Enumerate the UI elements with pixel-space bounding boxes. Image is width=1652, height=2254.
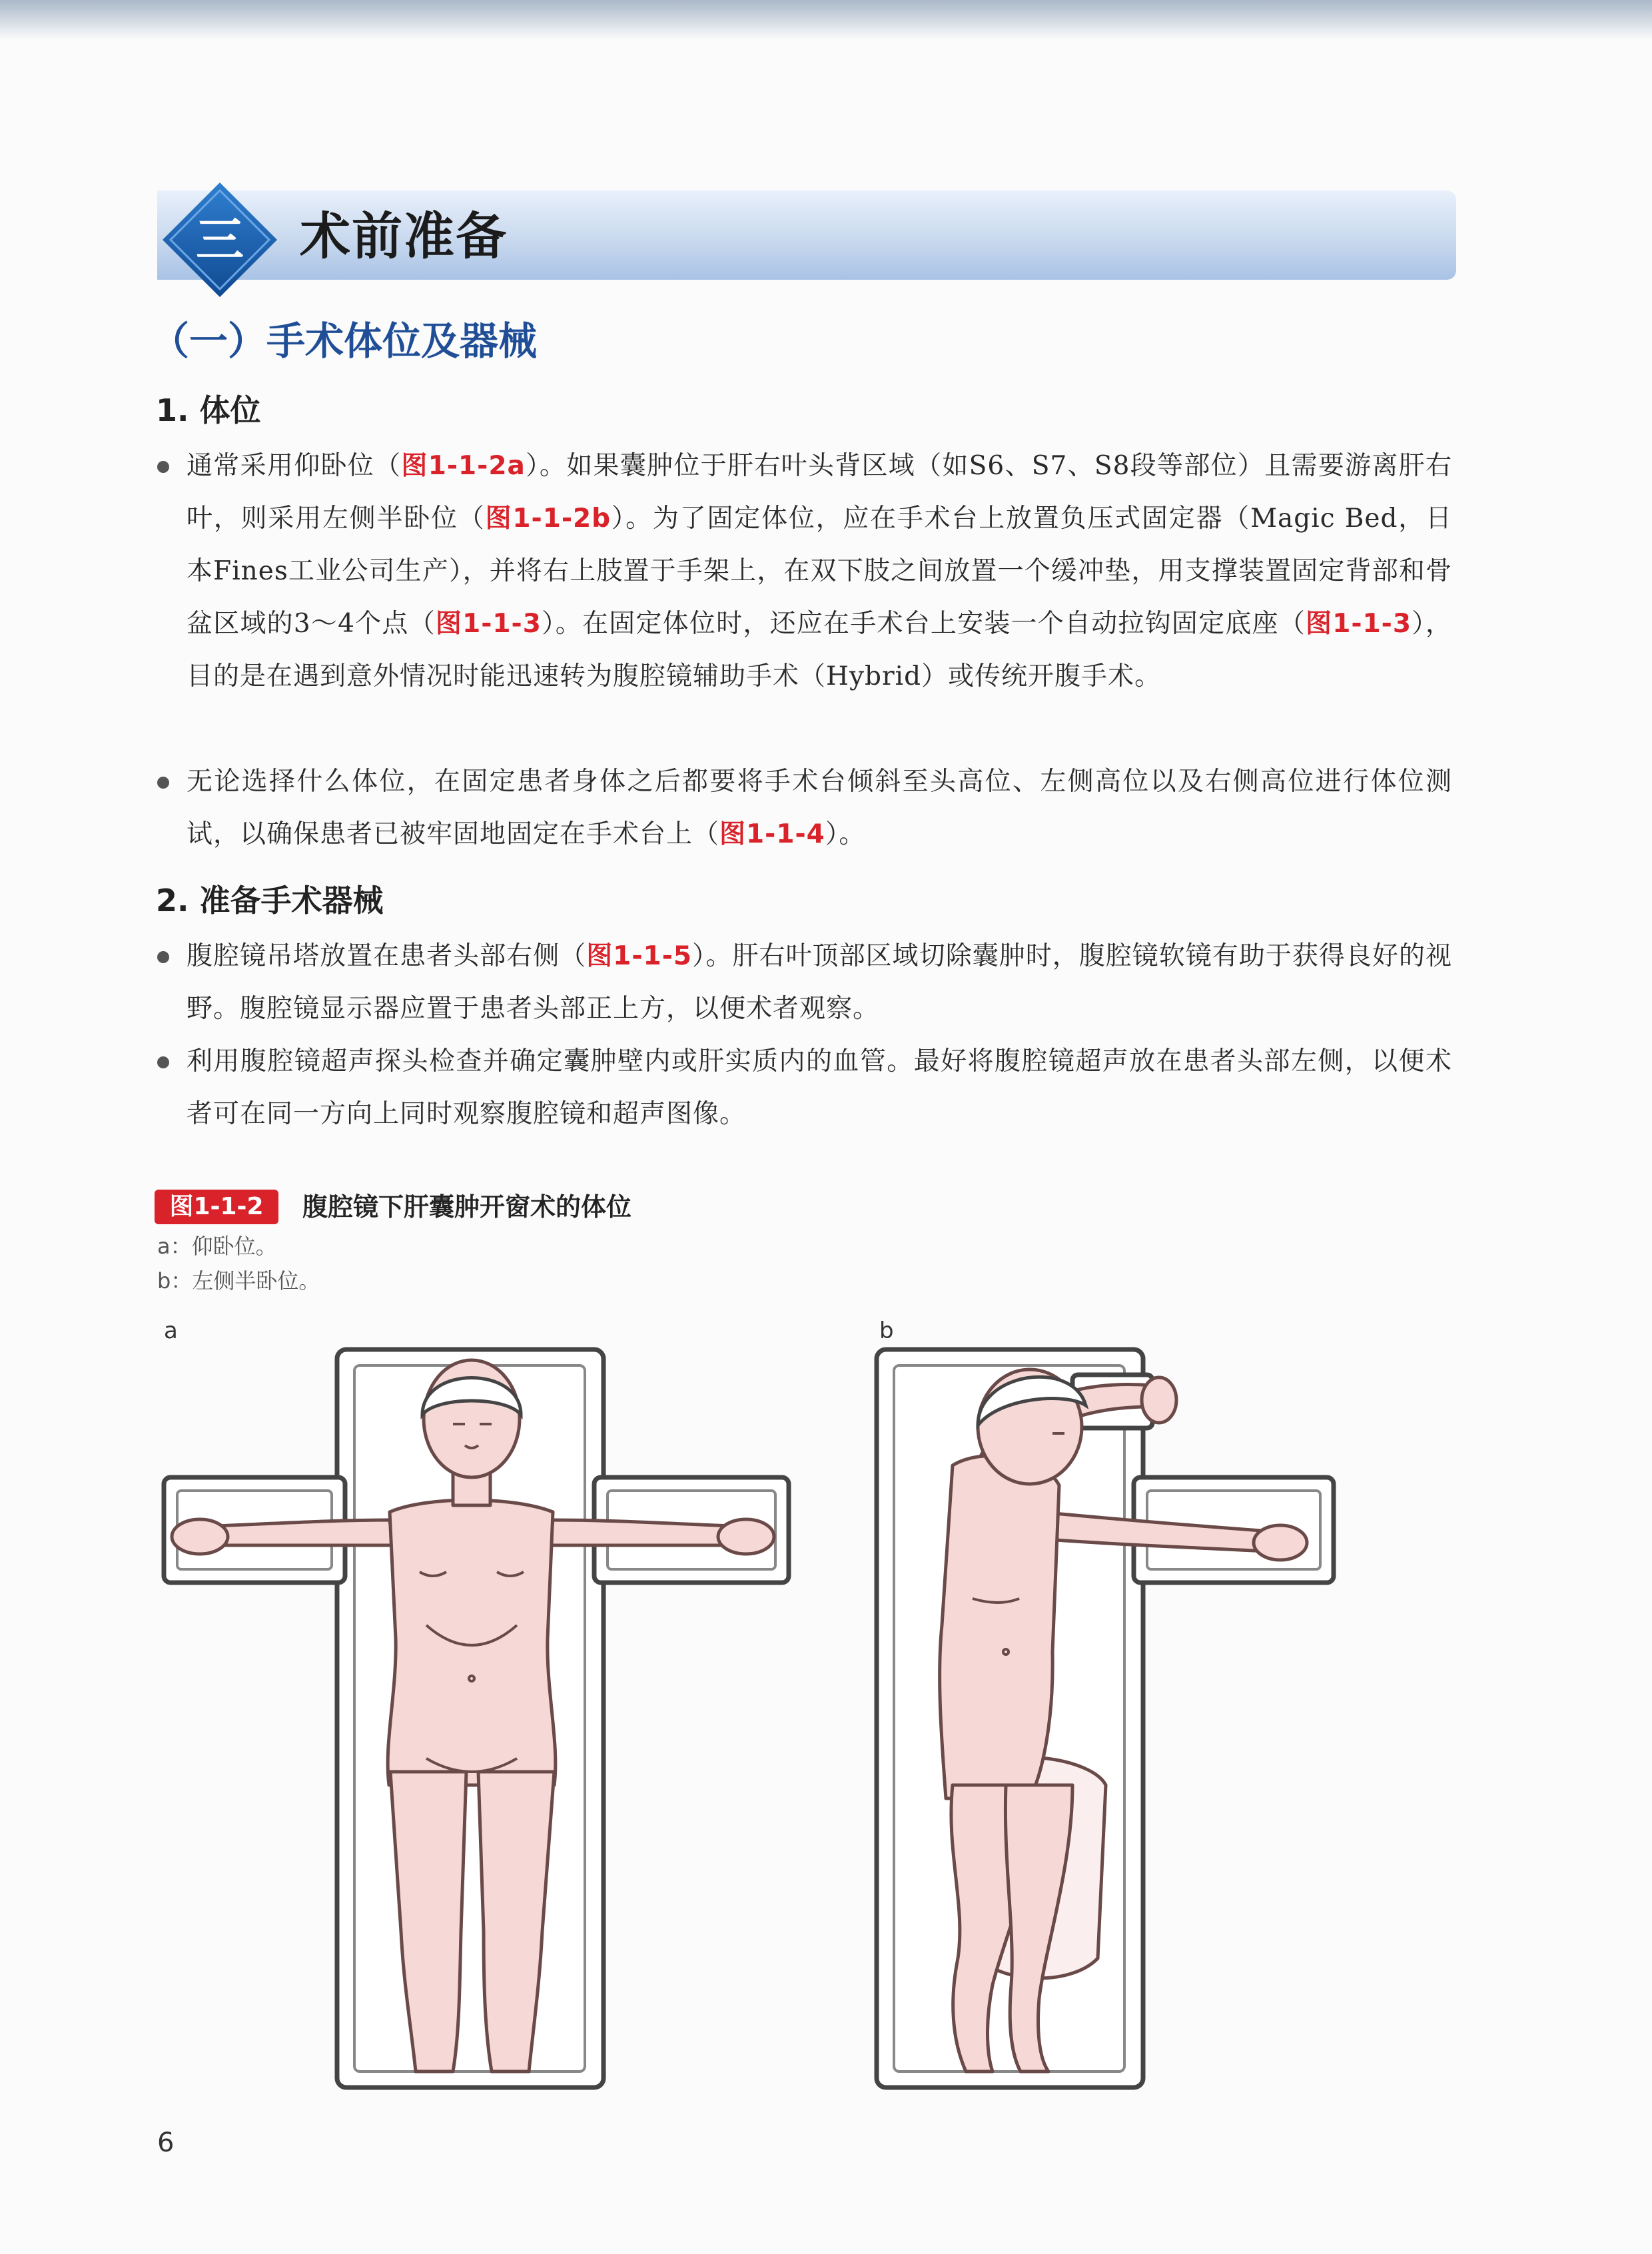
supine-position-illustration: [160, 1345, 793, 2091]
figure-ref[interactable]: 图1-1-3: [435, 609, 542, 639]
figure-ref[interactable]: 图1-1-2b: [485, 504, 612, 534]
text: 通常采用仰卧位（: [187, 451, 402, 481]
section-number: 三: [195, 212, 244, 268]
paragraph-position: [187, 440, 1452, 703]
bullet-dot: [157, 461, 169, 473]
paragraph-tower: [187, 930, 1452, 1035]
figure-caption-b: b：左侧半卧位。: [157, 1268, 320, 1294]
text: ）。肝右叶顶部区域切除囊肿时，腹腔镜软镜有助于获得良好的视野。腹腔镜显示器应置于患者头部正上方，以便术者观察。: [187, 941, 1452, 1024]
paragraph-ultrasound: [187, 1035, 1452, 1140]
figure-ref[interactable]: 图1-1-3: [1306, 609, 1412, 639]
bullet-dot: [157, 1056, 169, 1068]
bullet-dot: [157, 777, 169, 789]
panel-label-b: b: [879, 1317, 894, 1344]
figure-ref[interactable]: 图1-1-5: [586, 941, 693, 971]
page-number: 6: [157, 2127, 175, 2158]
section-title: 术前准备: [300, 206, 508, 266]
heading-instruments: 2. 准备手术器械: [156, 883, 384, 919]
text: 利用腹腔镜超声探头检查并确定囊肿壁内或肝实质内的血管。最好将腹腔镜超声放在患者头部左侧，以便术者可在同一方向上同时观察腹腔镜和超声图像。: [187, 1046, 1452, 1129]
subsection-title: （一）手术体位及器械: [151, 318, 538, 364]
panel-label-a: a: [164, 1317, 178, 1344]
figure-title: 腹腔镜下肝囊肿开窗术的体位: [302, 1192, 632, 1222]
text: ）。如果囊肿位于肝右叶头背区域（如S6、S7、S8段等部位）且需要游离肝右叶，则采用左侧半卧位（: [187, 451, 1452, 534]
page-top-strip: [0, 0, 1652, 40]
text: ）。: [825, 819, 866, 849]
text: ），目的是在遇到意外情况时能迅速转为腹腔镜辅助手术（Hybrid）或传统开腹手术。: [187, 609, 1452, 691]
figure-caption-a: a：仰卧位。: [157, 1234, 277, 1259]
paragraph-position-test: [187, 755, 1452, 861]
text: 无论选择什么体位，在固定患者身体之后都要将手术台倾斜至头高位、左侧高位以及右侧高位进行体位测试，以确保患者已被牢固地固定在手术台上（: [187, 767, 1452, 849]
text: 腹腔镜吊塔放置在患者头部右侧（: [187, 941, 587, 971]
heading-position: 1. 体位: [156, 392, 261, 428]
text: ）。为了固定体位，应在手术台上放置负压式固定器（Magic Bed，日本Fines工业公司生产），并将右上肢置于手架上，在双下肢之间放置一个缓冲垫，用支撑装置固定背部和骨盆区域的3～4个点（: [187, 504, 1452, 639]
figure-ref[interactable]: 图1-1-4: [719, 819, 825, 849]
bullet-dot: [157, 951, 169, 963]
figure-ref[interactable]: 图1-1-2a: [401, 451, 526, 481]
left-lateral-position-illustration: [873, 1345, 1339, 2091]
text: ）。在固定体位时，还应在手术台上安装一个自动拉钩固定底座（: [541, 609, 1306, 639]
figure-badge: 图1-1-2: [155, 1190, 278, 1224]
